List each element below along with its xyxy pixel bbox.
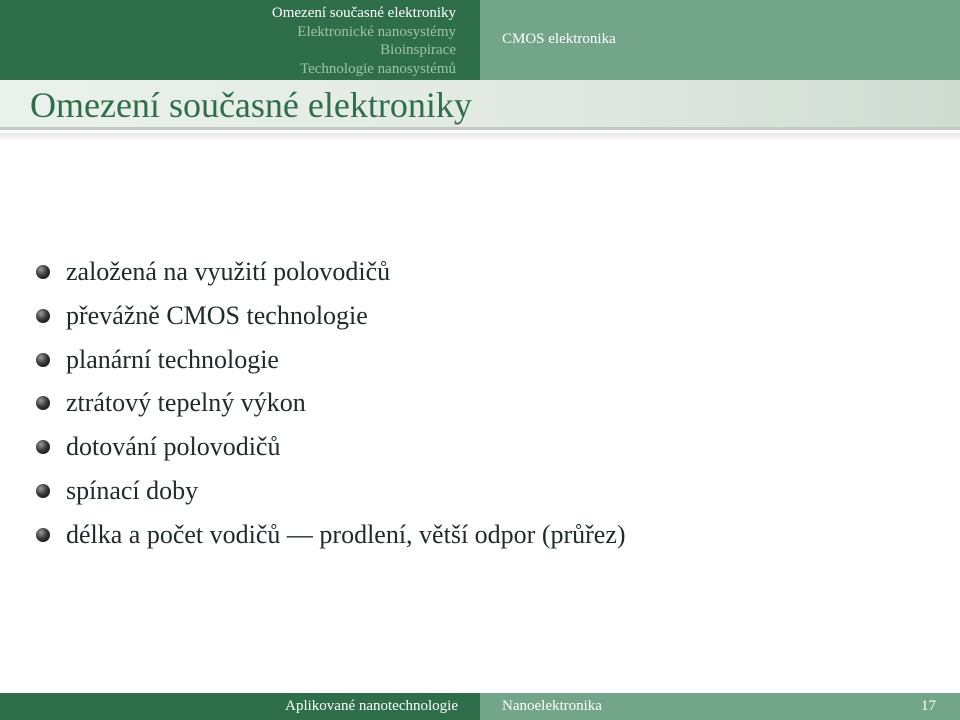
- bullet-ball-icon: [36, 396, 50, 410]
- bullet-list: [36, 250, 626, 557]
- footer-info: [480, 693, 960, 720]
- subsection-navigation: [480, 0, 960, 80]
- nav-section-technologie-nanosystemu[interactable]: Technologie nanosystémů: [300, 60, 456, 77]
- bullet-ball-icon: [36, 353, 50, 367]
- bullet-ball-icon: [36, 440, 50, 454]
- list-item-text: spínací doby: [66, 475, 199, 505]
- list-item: [36, 338, 626, 382]
- nav-section-elektronicke-nanosystemy[interactable]: Elektronické nanosystémy: [297, 23, 456, 40]
- nav-subsection-cmos[interactable]: CMOS elektronika: [502, 31, 616, 47]
- list-item: [36, 250, 626, 294]
- title-bar: [0, 80, 960, 130]
- footer: [0, 693, 960, 720]
- nav-section-bioinspirace[interactable]: Bioinspirace: [380, 42, 456, 58]
- footer-course: Aplikované nanotechnologie: [0, 693, 480, 720]
- bullet-ball-icon: [36, 528, 50, 542]
- bullet-ball-icon: [36, 265, 50, 279]
- list-item: [36, 469, 626, 513]
- nav-section-omezeni[interactable]: Omezení současné elektroniky: [271, 5, 456, 21]
- title-shadow: [0, 133, 960, 141]
- navigation-bar: [0, 0, 960, 80]
- list-item: [36, 513, 626, 557]
- list-item: [36, 294, 626, 338]
- list-item-text: ztrátový tepelný výkon: [66, 388, 306, 418]
- list-item: [36, 381, 626, 425]
- footer-topic: Nanoelektronika: [502, 698, 602, 714]
- page-title: Omezení současné elektroniky: [30, 85, 472, 125]
- list-item: [36, 425, 626, 469]
- list-item-text: převážně CMOS technologie: [66, 300, 368, 330]
- list-item-text: planární technologie: [66, 344, 279, 374]
- section-navigation: [0, 0, 480, 80]
- list-item-text: dotování polovodičů: [66, 432, 281, 462]
- bullet-ball-icon: [36, 309, 50, 323]
- bullet-ball-icon: [36, 484, 50, 498]
- page-number: 17: [921, 698, 936, 714]
- list-item-text: založená na využití polovodičů: [66, 257, 391, 286]
- list-item-text: délka a počet vodičů — prodlení, větší odpor (průřez): [66, 519, 626, 549]
